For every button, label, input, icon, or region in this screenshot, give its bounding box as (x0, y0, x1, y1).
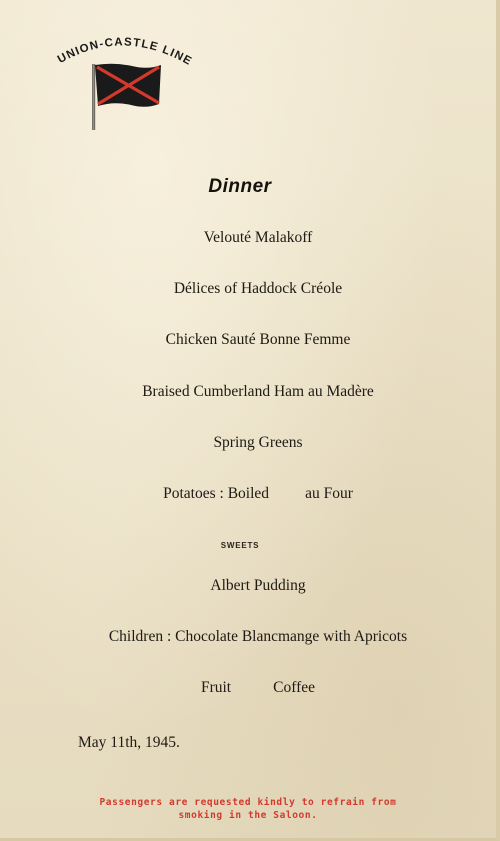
menu-date: May 11th, 1945. (78, 734, 180, 751)
course-item: Braised Cumberland Ham au Madère (142, 383, 374, 400)
company-logo (42, 22, 212, 137)
potatoes-option: au Four (305, 485, 353, 502)
notice-line: Passengers are requested kindly to refrain from (99, 797, 397, 808)
finish-item-coffee: Coffee (273, 679, 316, 696)
logo-text: UNION-CASTLE LINE (55, 36, 195, 69)
sweet-item: Children : Chocolate Blancmange with Apricots (108, 628, 408, 645)
notice-line: smoking in the Saloon. (178, 810, 318, 821)
potatoes-line (0, 485, 500, 503)
union-castle-flag-icon (42, 22, 212, 137)
course-item: Chicken Sauté Bonne Femme (165, 331, 351, 348)
sweet-item: Albert Pudding (210, 577, 306, 594)
finish-item-fruit: Fruit (200, 679, 232, 696)
course-item: Velouté Malakoff (203, 229, 313, 246)
course-item: Délices of Haddock Créole (173, 280, 343, 297)
menu-heading: Dinner (208, 176, 272, 197)
sweets-heading: SWEETS (220, 541, 260, 550)
finish-line (0, 679, 500, 697)
svg-text:UNION-CASTLE LINE (56, 36, 194, 68)
smoking-notice (0, 796, 496, 822)
potatoes-option: Boiled (227, 485, 270, 502)
potatoes-label: Potatoes : (163, 485, 224, 502)
course-item: Spring Greens (213, 434, 303, 451)
